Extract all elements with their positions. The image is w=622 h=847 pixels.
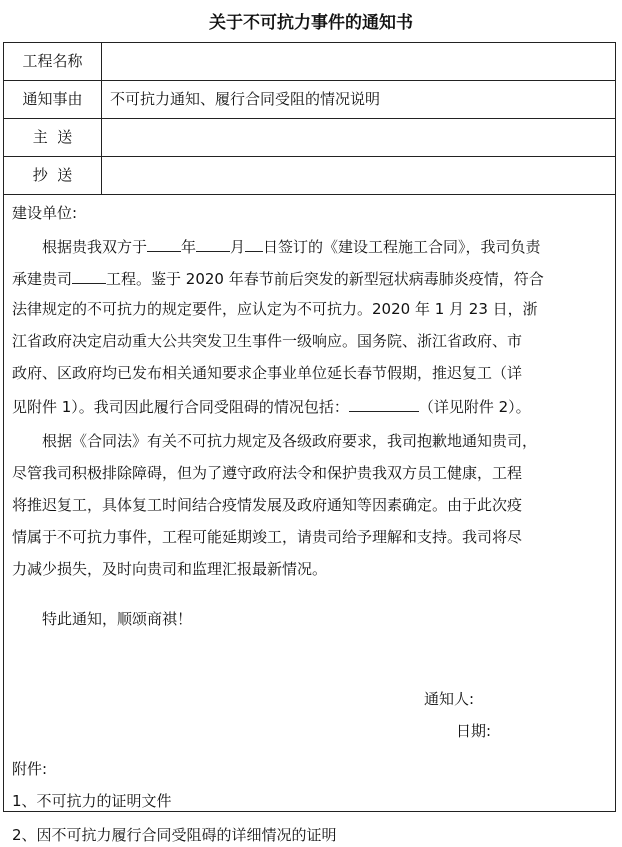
- project-name-label: 工程名称: [4, 43, 102, 80]
- paragraph-1-line-6: [12, 393, 612, 417]
- paragraph-2-line-5: 力减少损失，及时向贵司和监理汇报最新情况。: [12, 560, 328, 578]
- attachment-item-2: 2、因不可抗力履行合同受阻碍的详细情况的证明: [12, 826, 337, 844]
- main-recipient-label: 主 送: [4, 119, 102, 156]
- blank-day: [245, 233, 263, 252]
- paragraph-1-line-1: [12, 233, 612, 257]
- notice-reason-label: 通知事由: [4, 81, 102, 118]
- blank-situation: [349, 393, 419, 412]
- blank-year: [147, 233, 181, 252]
- p1-l6-text-a: 见附件 1）。我司因此履行合同受阻碍的情况包括：: [12, 398, 349, 416]
- paragraph-2-line-2: 尽管我司积极排除障碍，但为了遵守政府法令和保护贵我双方员工健康，工程: [12, 464, 523, 482]
- cc-label: 抄 送: [4, 157, 102, 194]
- row-notice-reason: [4, 81, 615, 119]
- p1-l1-text-a: 根据贵我双方于: [42, 238, 148, 256]
- notifier-label: 通知人:: [424, 690, 475, 708]
- attachment-item-1: 1、不可抗力的证明文件: [12, 792, 172, 810]
- paragraph-2-line-1: 根据《合同法》有关不可抗力规定及各级政府要求，我司抱歉地通知贵司，: [42, 432, 538, 450]
- p1-l2-text-a: 承建贵司: [12, 270, 73, 288]
- p1-l1-month: 月: [230, 238, 246, 256]
- paragraph-2-line-3: 将推迟复工，具体复工时间结合疫情发展及政府通知等因素确定。由于此次疫: [12, 496, 523, 514]
- paragraph-2-line-4: 情属于不可抗力事件，工程可能延期竣工，请贵司给予理解和支持。我司将尽: [12, 528, 523, 546]
- notice-form: [3, 42, 616, 844]
- p1-l6-text-b: （详见附件 2）。: [418, 398, 531, 416]
- notice-reason-value: 不可抗力通知、履行合同受阻的情况说明: [110, 90, 381, 108]
- row-project-name: [4, 43, 615, 81]
- paragraph-1-line-3: 法律规定的不可抗力的规定要件，应认定为不可抗力。2020 年 1 月 23 日，浙: [12, 300, 538, 318]
- closing-text: 特此通知，顺颂商祺！: [42, 610, 193, 628]
- p1-l1-year: 年: [181, 238, 197, 256]
- salutation: 建设单位:: [12, 204, 78, 222]
- row-main-recipient: [4, 119, 615, 157]
- paragraph-1-line-5: 政府、区政府均已发布相关通知要求企事业单位延长春节假期，推迟复工（详: [12, 364, 523, 382]
- attachments-label: 附件:: [12, 760, 48, 778]
- blank-project: [72, 265, 106, 284]
- p1-l2-text-b: 工程。鉴于 2020 年春节前后突发的新型冠状病毒肺炎疫情，符合: [106, 270, 544, 288]
- notice-body: [4, 195, 615, 844]
- blank-month: [196, 233, 230, 252]
- date-label: 日期:: [456, 722, 492, 740]
- p1-l1-text-d: 日签订的《建设工程施工合同》，我司负责: [263, 238, 541, 256]
- document-title: 关于不可抗力事件的通知书: [209, 13, 413, 33]
- paragraph-1-line-2: [12, 265, 612, 289]
- row-cc: [4, 157, 615, 195]
- paragraph-1-line-4: 江省政府决定启动重大公共突发卫生事件一级响应。国务院、浙江省政府、市: [12, 332, 523, 350]
